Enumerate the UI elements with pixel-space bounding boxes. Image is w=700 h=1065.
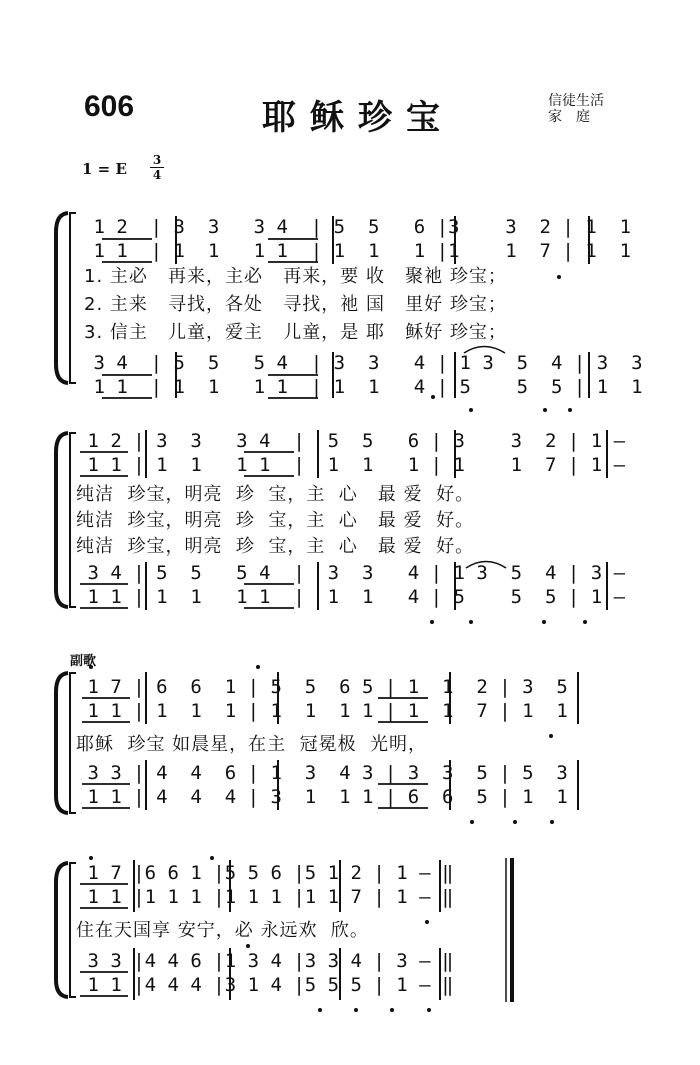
system-2-lyric-2: 纯洁 珍宝，明亮 珍 宝，主 心 最 爱 好。 — [76, 510, 475, 531]
system-1-lyric-2: 2. 主来 寻找，各处 寻找，祂 国 里好 珍宝； — [84, 294, 507, 315]
system-4-tenor: 3 3 |4 4 6 |1 3 4 |3 3 4 | 3 – ‖ — [76, 950, 454, 972]
system-4-alto: 1 1 |1 1 1 |1 1 1 |1 1 7 | 1 – ‖ — [76, 886, 454, 908]
system-1-lyric-1: 1. 主必 再来，主必 再来，要 收 聚祂 珍宝； — [84, 266, 507, 287]
chorus-label: 副歌 — [70, 654, 97, 669]
key-signature: 1 = E — [82, 160, 127, 178]
system-3-alto: 1 1 | 1 1 1 | 1 1 1 1 | 1 1 7 | 1 1 — [76, 700, 568, 722]
system-1-alto: 1 1 | 1 1 1 1 | 1 1 1 |1 1 7 | 1 1 — [82, 240, 632, 262]
category-line-2: 家 庭 — [548, 109, 590, 125]
system-4-lyric: 住在天国享 安宁，必 永远欢 欣。 — [76, 920, 369, 941]
time-signature-bottom: 4 — [152, 168, 162, 182]
hymn-title: 耶稣珍宝 — [262, 98, 454, 138]
system-1-tenor: 3 4 | 5 5 5 4 | 3 3 4 | 1 3 5 4 | 3 3 — [82, 352, 643, 374]
system-2-bass: 1 1 | 1 1 1 1 | 1 1 4 | 5 5 5 | 1 – — [76, 586, 626, 608]
system-3-bass: 1 1 | 4 4 4 | 3 1 1 1 | 6 6 5 | 1 1 — [76, 786, 568, 808]
system-1-lyric-3: 3. 信主 儿童，爱主 儿童，是 耶 稣好 珍宝； — [84, 322, 507, 343]
system-4-soprano: 1 7 |6 6 1 |5 5 6 |5 1 2 | 1 – ‖ — [76, 862, 454, 884]
system-1-bass: 1 1 | 1 1 1 1 | 1 1 4 | 5 5 5 | 1 1 — [82, 376, 643, 398]
system-2-lyric-3: 纯洁 珍宝，明亮 珍 宝，主 心 最 爱 好。 — [76, 536, 475, 557]
system-1-soprano: 1 2 | 3 3 3 4 | 5 5 6 |3 3 2 | 1 1 — [82, 216, 632, 238]
system-2-tenor: 3 4 | 5 5 5 4 | 3 3 4 | 1 3 5 4 | 3 – — [76, 562, 626, 584]
system-2-lyric-1: 纯洁 珍宝，明亮 珍 宝，主 心 最 爱 好。 — [76, 484, 475, 505]
system-3-soprano: 1 7 | 6 6 1 | 5 5 6 5 | 1 1 2 | 3 5 — [76, 676, 568, 698]
time-signature-top: 3 — [152, 153, 162, 167]
system-2-soprano: 1 2 | 3 3 3 4 | 5 5 6 | 3 3 2 | 1 – — [76, 430, 626, 452]
system-3-lyric: 耶稣 珍宝 如晨星，在主 冠冕极 光明， — [76, 734, 428, 755]
hymn-number: 606 — [84, 90, 135, 123]
system-4-bass: 1 1 |4 4 4 |3 1 4 |5 5 5 | 1 – ‖ — [76, 974, 454, 996]
system-2-alto: 1 1 | 1 1 1 1 | 1 1 1 | 1 1 7 | 1 – — [76, 454, 626, 476]
system-3-tenor: 3 3 | 4 4 6 | 1 3 4 3 | 3 3 5 | 5 3 — [76, 762, 568, 784]
category-line-1: 信徒生活 — [548, 93, 604, 109]
